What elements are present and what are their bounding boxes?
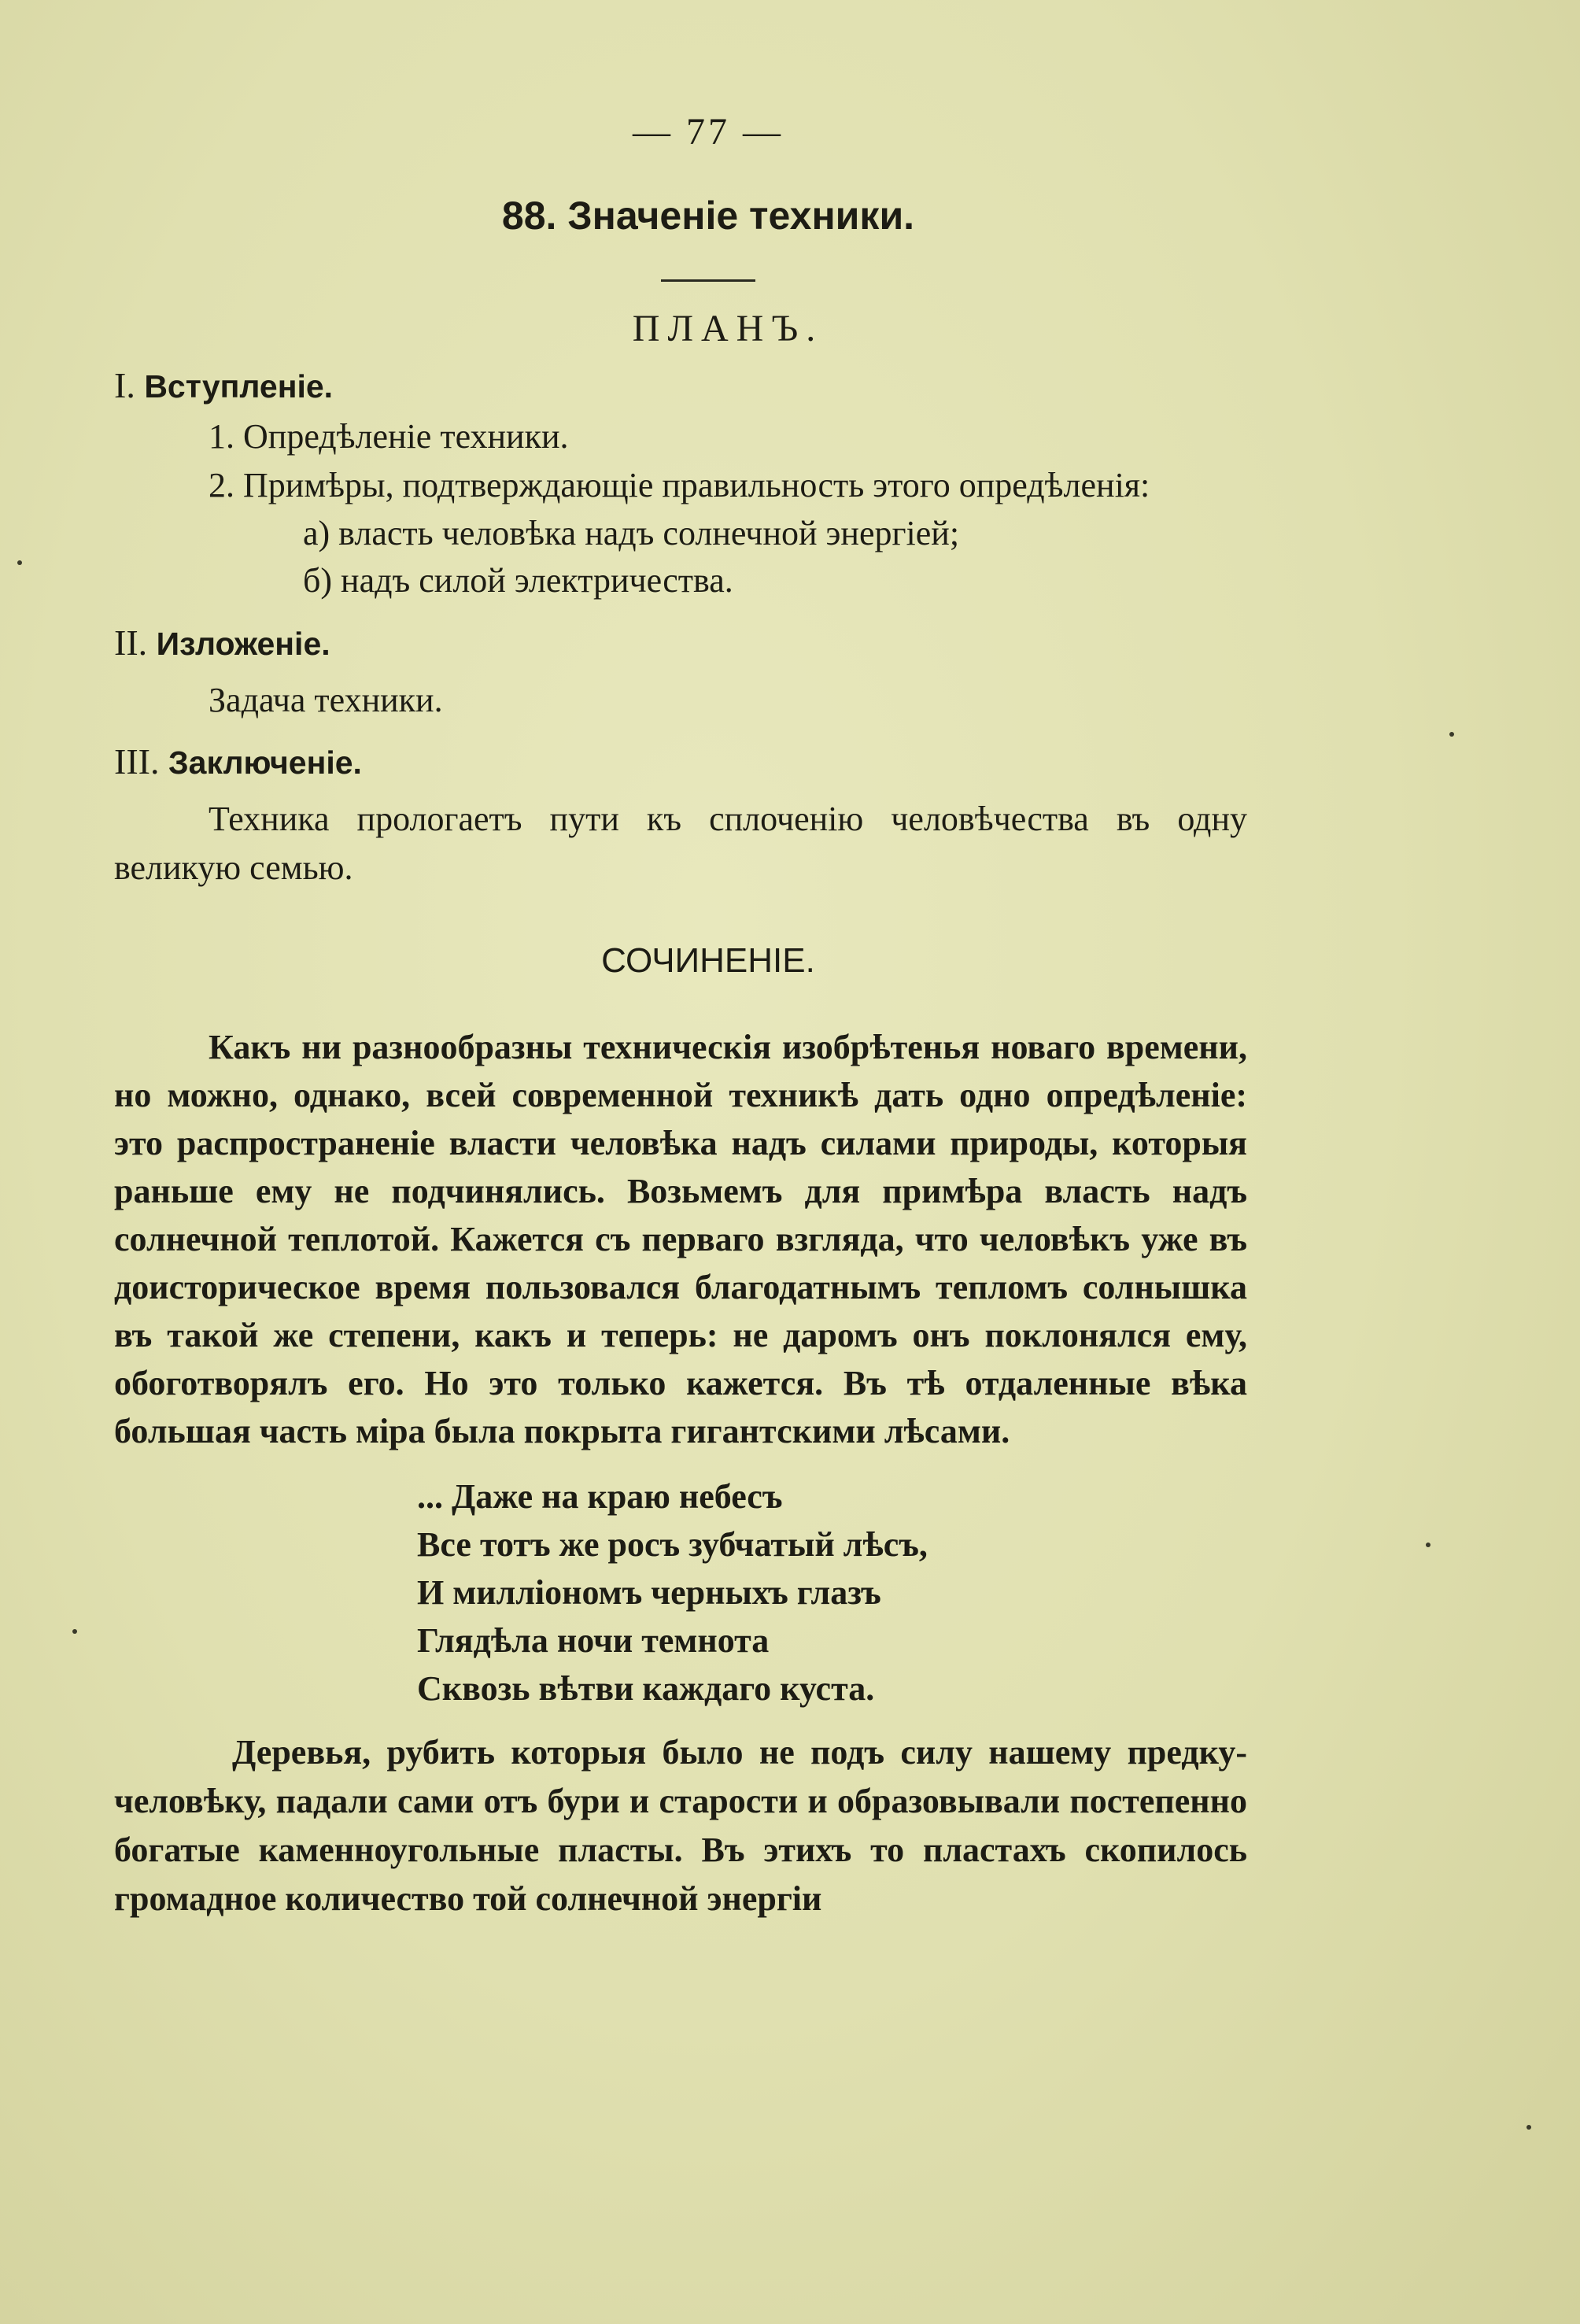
verse-line: Все тотъ же росъ зубчатый лѣсъ, [417,1525,928,1564]
verse-line: Сквозь вѣтви каждаго куста. [417,1669,875,1708]
essay-paragraph-2: Деревья, рубить которыя было не подъ силу нашему предку-человѣку, падали сами отъ бури и старости и образовывали постепенно богатые каменноугольные пласты. Въ этихъ то пластахъ скопилось громадное количество той солнечной энергіи [114,1733,1247,1918]
plan-title: ПЛАНЪ. [632,308,824,349]
verse-line: И милліономъ черныхъ глазъ [417,1573,881,1612]
plan-intro-sub-b: б) надъ силой электричества. [303,561,733,600]
page-content [114,110,1247,1923]
plan-conclusion-number: III. [114,741,160,781]
essay-paragraph-1: Какъ ни разнообразны техническія изобрѣтенья новаго времени, но можно, однако, всей современной техникѣ дать одно опредѣленіе: это распространеніе власти человѣка надъ силами природы, которыя раньше ему не подчинялись. Возьмемъ для примѣра власть надъ солнечной теплотой. Кажется съ перваго взгляда, что человѣкъ уже въ доисторическое время пользовался благодатнымъ тепломъ солнышка въ такой же степени, какъ и теперь: не даромъ онъ поклонялся ему, обоготворялъ его. Но это только кажется. Въ тѣ отдаленные вѣка большая часть міра была покрыта гигантскими лѣсами. [114,1028,1247,1450]
paper-speck [72,1629,77,1634]
verse-line: Глядѣла ночи темнота [417,1621,770,1660]
essay-title: СОЧИНЕНІЕ. [601,941,815,980]
plan-body-number: II. [114,623,148,663]
plan-intro-item-1: 1. Опредѣленіе техники. [209,417,569,456]
plan-body-label: Изложеніе. [156,626,330,662]
plan-conclusion-label: Заключеніе. [168,744,362,781]
plan-intro-sub-a: а) власть человѣка надъ солнечной энергіей; [303,514,960,552]
plan-intro-item-2: 2. Примѣры, подтверждающіе правильность этого опредѣленія: [209,466,1150,504]
plan-body-text: Задача техники. [209,681,443,719]
title-divider [661,279,755,282]
plan-intro-number: I. [114,365,135,405]
plan-intro-label: Вступленіе. [144,368,334,405]
plan-conclusion-heading [114,741,1247,782]
paper-speck [1526,2125,1531,2130]
plan-conclusion-text: Техника прологаетъ пути къ сплоченію человѣчества въ одну великую семью. [114,800,1247,887]
section-title: 88. Значеніе техники. [501,194,915,238]
verse-quote [114,1472,1247,1713]
paper-speck [17,560,22,565]
plan-body-heading [114,622,1247,663]
paper-speck [1426,1543,1430,1547]
page-number: — 77 — [633,111,784,153]
verse-line: ... Даже на краю небесъ [417,1477,783,1516]
paper-speck [1449,732,1454,737]
plan-intro-heading [114,364,1247,406]
